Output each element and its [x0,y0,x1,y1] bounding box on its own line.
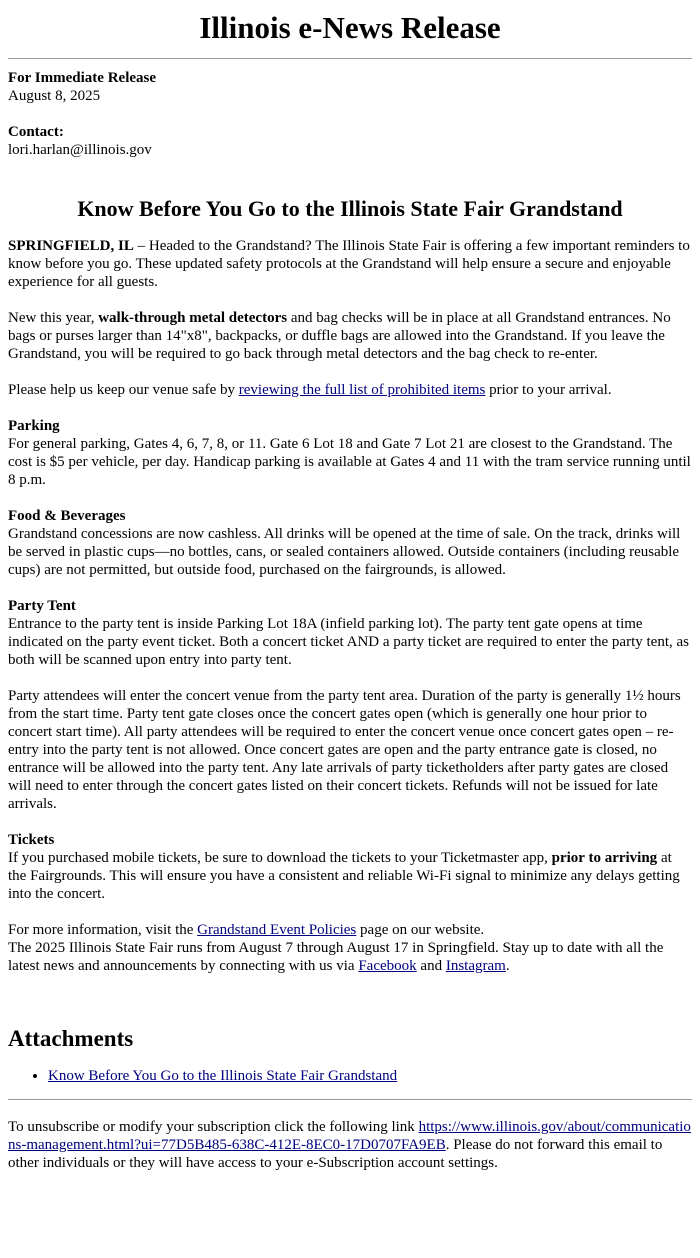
bottom-divider [8,1099,692,1100]
more-info-section [8,921,692,975]
attachment-item [48,1067,692,1085]
attachments-heading: Attachments [8,1026,134,1051]
tickets-text-after: at the Fairgrounds. This will ensure you have a consistent and reliable Wi-Fi signal to minimize any delays getting into the concert. [8,850,680,902]
party-tent-text: Entrance to the party tent is inside Parking Lot 18A (infield parking lot). The party tent gate opens at time indicated on the party event ticket. Both a concert ticket AND a party ticket are required to enter the party tent, as both will be scanned upon entry into party tent. [8,616,689,668]
release-title: Know Before You Go to the Illinois State Fair Grandstand [77,196,623,221]
prohibited-items-link[interactable]: reviewing the full list of prohibited items [238,382,486,398]
subscription-management-link[interactable]: https://www.illinois.gov/about/communications-management.html?ui=77D5B485-638C-412E-8EC0-17D0707FA9EB [8,1119,691,1153]
unsubscribe-footer [8,1118,692,1172]
more-info-line [8,921,692,939]
parking-text: For general parking, Gates 4, 6, 7, 8, or 11. Gate 6 Lot 18 and Gate 7 Lot 21 are closest to the Grandstand. The cost is $5 per vehicle, per day. Handicap parking is available at Gates 4 and 11 with the tram service running until 8 p.m. [8,436,691,488]
contact-email: lori.harlan@illinois.gov [8,142,152,158]
intro-text: – Headed to the Grandstand? The Illinois State Fair is offering a few important reminders to know before you go. These updated safety protocols at the Grandstand will help ensure a secure and enjoyable experience for all guests. [8,238,690,290]
release-info [8,69,692,105]
grandstand-policies-link[interactable]: Grandstand Event Policies [197,922,357,938]
attachment-list [8,1067,692,1085]
prior-to-arriving-emphasis: prior to arriving [551,850,658,866]
masthead-title: Illinois e-News Release [199,10,501,45]
closing-text-middle: and [416,958,446,974]
security-paragraph [8,309,692,363]
more-info-text-before: For more information, visit the [8,922,198,938]
prohibited-text-before: Please help us keep our venue safe by [8,382,239,398]
news-release-page [0,8,700,1172]
party-tent-details: Party attendees will enter the concert venue from the party tent area. Duration of the party is generally 1½ hours from the start time. Party tent gate closes once the concert gates open (which is generally one hour prior to concert start time). All party attendees will be required to enter the concert venue once concert gates open – re-entry into the party tent is not allowed. Once concert gates are open and the party entrance gate is closed, no entrance will be allowed into the party tent. Any late arrivals of party ticketholders after party gates are closed will need to enter through the concert gates listed on their concert tickets. Refunds will not be issued for late arrivals. [8,688,681,812]
instagram-link[interactable]: Instagram [445,958,506,974]
attachment-link[interactable]: Know Before You Go to the Illinois State Fair Grandstand [48,1068,398,1084]
party-tent-heading: Party Tent [8,598,76,614]
release-date: August 8, 2025 [8,88,101,104]
party-tent-section [8,597,692,669]
footer-text-before: To unsubscribe or modify your subscription click the following link [8,1119,419,1135]
metal-detectors-emphasis: walk-through metal detectors [98,310,288,326]
intro-paragraph [8,237,692,291]
tickets-section [8,831,692,903]
parking-section [8,417,692,489]
tickets-text-before: If you purchased mobile tickets, be sure to download the tickets to your Ticketmaster app, [8,850,552,866]
footer-text-after: . Please do not forward this email to other individuals or they will have access to your e-Subscription account settings. [8,1137,663,1171]
tickets-text [8,849,692,903]
dateline: SPRINGFIELD, IL [8,238,134,254]
food-section [8,507,692,579]
food-text: Grandstand concessions are now cashless. All drinks will be opened at the time of sale. On the track, drinks will be served in plastic cups—no bottles, cans, or sealed containers allowed. Outside containers (including reusable cups) are not permitted, but outside food, purchased on the fairgrounds, is allowed. [8,526,681,578]
security-text-before: New this year, [8,310,99,326]
facebook-link[interactable]: Facebook [358,958,417,974]
more-info-text-after: page on our website. [356,922,485,938]
contact-info [8,123,692,159]
prohibited-text-after: prior to your arrival. [485,382,612,398]
top-divider [8,58,692,59]
closing-line [8,939,692,975]
release-label: For Immediate Release [8,70,157,86]
tickets-heading: Tickets [8,832,55,848]
security-text-after: and bag checks will be in place at all Grandstand entrances. No bags or purses larger than 14"x8", backpacks, or duffle bags are allowed into the Grandstand. If you leave the Grandstand, you will be required to go back through metal detectors and the bag check to re-enter. [8,310,671,362]
closing-text-before: The 2025 Illinois State Fair runs from August 7 through August 17 in Springfield. Stay up to date with all the latest news and announcements by connecting with us via [8,940,664,974]
parking-heading: Parking [8,418,60,434]
food-heading: Food & Beverages [8,508,126,524]
contact-label: Contact: [8,124,64,140]
prohibited-paragraph [8,381,692,399]
closing-text-after: . [505,958,510,974]
